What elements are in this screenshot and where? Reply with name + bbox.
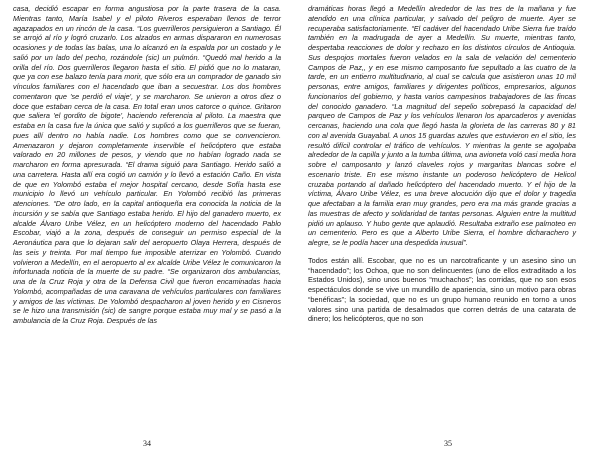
- left-page-number: 34: [143, 439, 151, 448]
- right-page: [308, 4, 576, 324]
- right-page-number: 35: [444, 439, 452, 448]
- right-page-text: [308, 4, 576, 324]
- left-paragraph-1: casa, decidió escapar en forma angustiosa por la parte trasera de la casa. Mientras tanto, María Isabel y el piloto Riveros esperaban llenos de terror agazapados en un rincón de la casa. “Los guerrilleros persiguieron a Santiago. Él se arrojó al río y logró cruzarlo. Los alzados en armas dispararon en numerosas ocasiones y de todas las balas, una lo alcanzó en la espalda por un costado y le salió por un lado del pecho, rozándole (sic) un pulmón. “Quedó mal herido a la orilla del río. Dos guerrilleros llegaron hasta el sitio. El pidió que no lo mataran, que ya con ese balazo tenía para morir, que sólo era un comprador de ganado sin vínculos familiares con el hacendado que iban a secuestrar. Los dos hombres comentaron que 'se perdió el viaje', y se marcharon. Se unieron a otros diez o doce que estaban cerca de la casa. En total eran unos catorce o quince. Gritaron que saliera 'el gordito de bigote', haciendo referencia al piloto. La maestra que estaba en la casa fue la única que salió y suplicó a los guerrilleros que se fueran, pues allí dentro no había nadie. Los hombres como que se convencieron. Amenazaron y dejaron completamente inservible el helicóptero que estaba valorado en 20 millones de pesos, y viendo que no habían logrado nada se marcharon en forma apresurada. “El drama siguió para Santiago. Herido salió a una carretera. Hasta allí era cogió un camión y lo llevó a estación Caño. En vista de que en Yolombó estaba el mejor hospital cercano, desde Sofía hasta ese municipio lo llevó un vehículo particular. En Yolombó recibió las primeras atenciones. “De otro lado, en la capital antioqueña era conocida la noticia de la incursión y se sabía que Santiago estaba herido. El hijo del ganadero muerto, ex alcalde Álvaro Uribe Vélez, en un helicóptero moderno del hacendado Pablo Escobar, viajó a la zona, después de conseguir un permiso especial de la Aeronáutica para que lo dejaran salir del aeropuerto Olaya Herrera, después de las seis y treinta. Por mal tiempo fue imposible aterrizar en Yolombó. Cuando volvieron a Medellín, en el aeropuerto al ex alcalde Uribe Vélez le comunicaron la infortunada noticia de la muerte de su padre. “Se organizaron dos ambulancias, una de la Cruz Roja y otra de la Defensa Civil que fueron encaminadas hacia Yolombó, acompañadas de una caravana de vehículos particulares con familiares y amigos de las víctimas. De Yolombó despacharon al joven herido y en Cisneros se le hizo una transmisión (sic) de sangre porque estaba muy mal y se pasó a la ambulancia de la Cruz Roja. Después de las: [13, 4, 281, 325]
- left-page: [13, 4, 281, 326]
- right-paragraph-2: Todos están allí. Escobar, que no es un narcotraficante y un asesino sino un “hacendado”; los Ochoa, que no son delincuentes (uno de ellos extraditado a los Estados Unidos), sino unos buenos “muchachos”; las corridas, que no son esos espectáculos donde se vive un mundillo de apariencia, sino un motivo para obras “benéficas”; la sociedad, que no es un grupo humano reunido en torno a unos valores sino una partida de desalmados que corren detrás de una catarata de dinero; los helicópteros, que no son: [308, 255, 576, 324]
- left-page-text: [13, 4, 281, 326]
- right-paragraph-1: dramáticas horas llegó a Medellín alrededor de las tres de la mañana y fue atendido en una clínica particular, y salvado del peligro de muerte. Ayer se recuperaba satisfactoriamente. “El cadáver del hacendado Uribe Sierra fue traído también en la madrugada de ayer a Medellín. Su muerte, mientras tanto, despertaba reacciones de dolor y rechazo en los distintos círculos de Antioquia. Sus despojos mortales fueron velados en la sala de velación del cementerio Campos de Paz,, y en ese mismo camposanto fue sepultado a las cuatro de la tarde, en un entierro multitudinario, al cual se calcula que asistieron unas 10 mil personas, entre amigos, familiares y dirigentes políticos, empresarios, algunos funcionarios del gobierno, y hasta varios campesinos trabajadores de las fincas del conocido ganadero. “La magnitud del sepelio sobrepasó la capacidad del parqueo de Campos de Paz y los vehículos llenaron los aparcaderos y avenidas cercanas, haciendo una cola que llegó hasta la glorieta de las carreras 80 y 81 con al avenida Guayabal. A unos 15 guardas azules que estuvieron en el sitio, les resultó difícil controlar el tráfico de vehículos. Y mientras la gente se agolpaba alrededor de la capilla y junto a la tumba última, una avioneta voló casi media hora sobre el camposanto y lanzó claveles rojos y margaritas blancas sobre el escenario triste. En ese mismo instante un poderoso helicóptero de Helicol cruzaba portando al dañado helicóptero del hacendado muerto. Y el hijo de la víctima, Álvaro Uribe Vélez, es una breve alocución dijo que el dolor y tragedia que afectaban a la familia eran muy grandes, pero era ma más grande gracias a las muestras de afecto y solidaridad de tantas personas. Alguien entre la multitud pidió un aplauso. Y hubo gente que aplaudió. Resultaba extraño ese palmoteo en un cementerio. Pero es que a Alberto Uribe Sierra, el hombre dicharachero y alegre, se le podía hacer una despedida inusual”.: [308, 4, 576, 247]
